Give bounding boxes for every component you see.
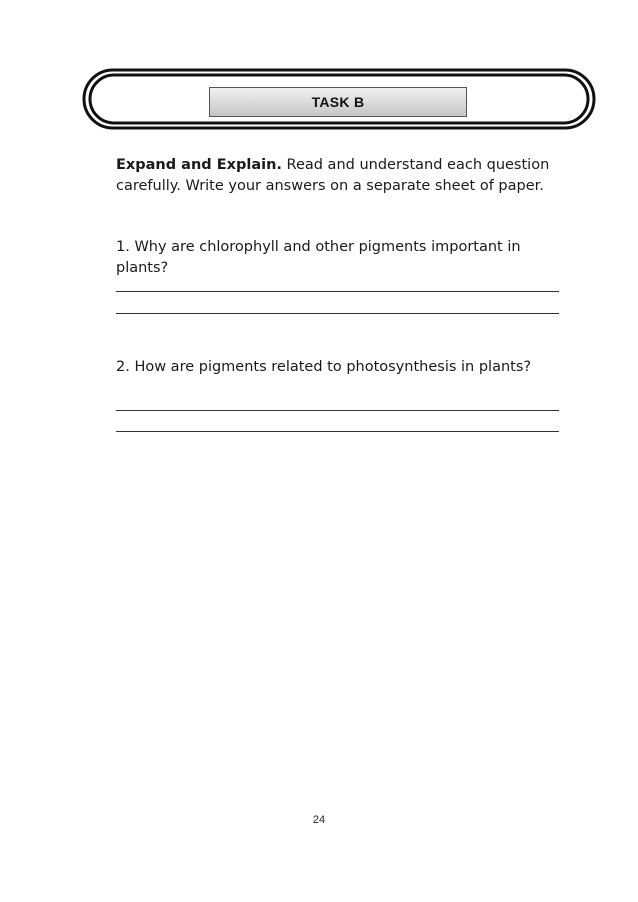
- answer-line-1a: [116, 291, 559, 292]
- page-number: 24: [312, 814, 326, 826]
- answer-line-2b: [116, 431, 559, 432]
- instruction-paragraph: [116, 155, 562, 197]
- instruction-lead: Expand and Explain.: [116, 157, 282, 173]
- instructions-block: [116, 155, 562, 197]
- instruction-text: Read and understand each question carefully. Write your answers on a separate sheet of paper.: [116, 157, 550, 194]
- question-1: 1. Why are chlorophyll and other pigments important in plants?: [116, 239, 521, 276]
- answer-line-2a: [116, 410, 559, 411]
- answer-line-1b: [116, 313, 559, 314]
- question-2: 2. How are pigments related to photosynthesis in plants?: [116, 359, 532, 375]
- task-title: TASK B: [209, 87, 467, 117]
